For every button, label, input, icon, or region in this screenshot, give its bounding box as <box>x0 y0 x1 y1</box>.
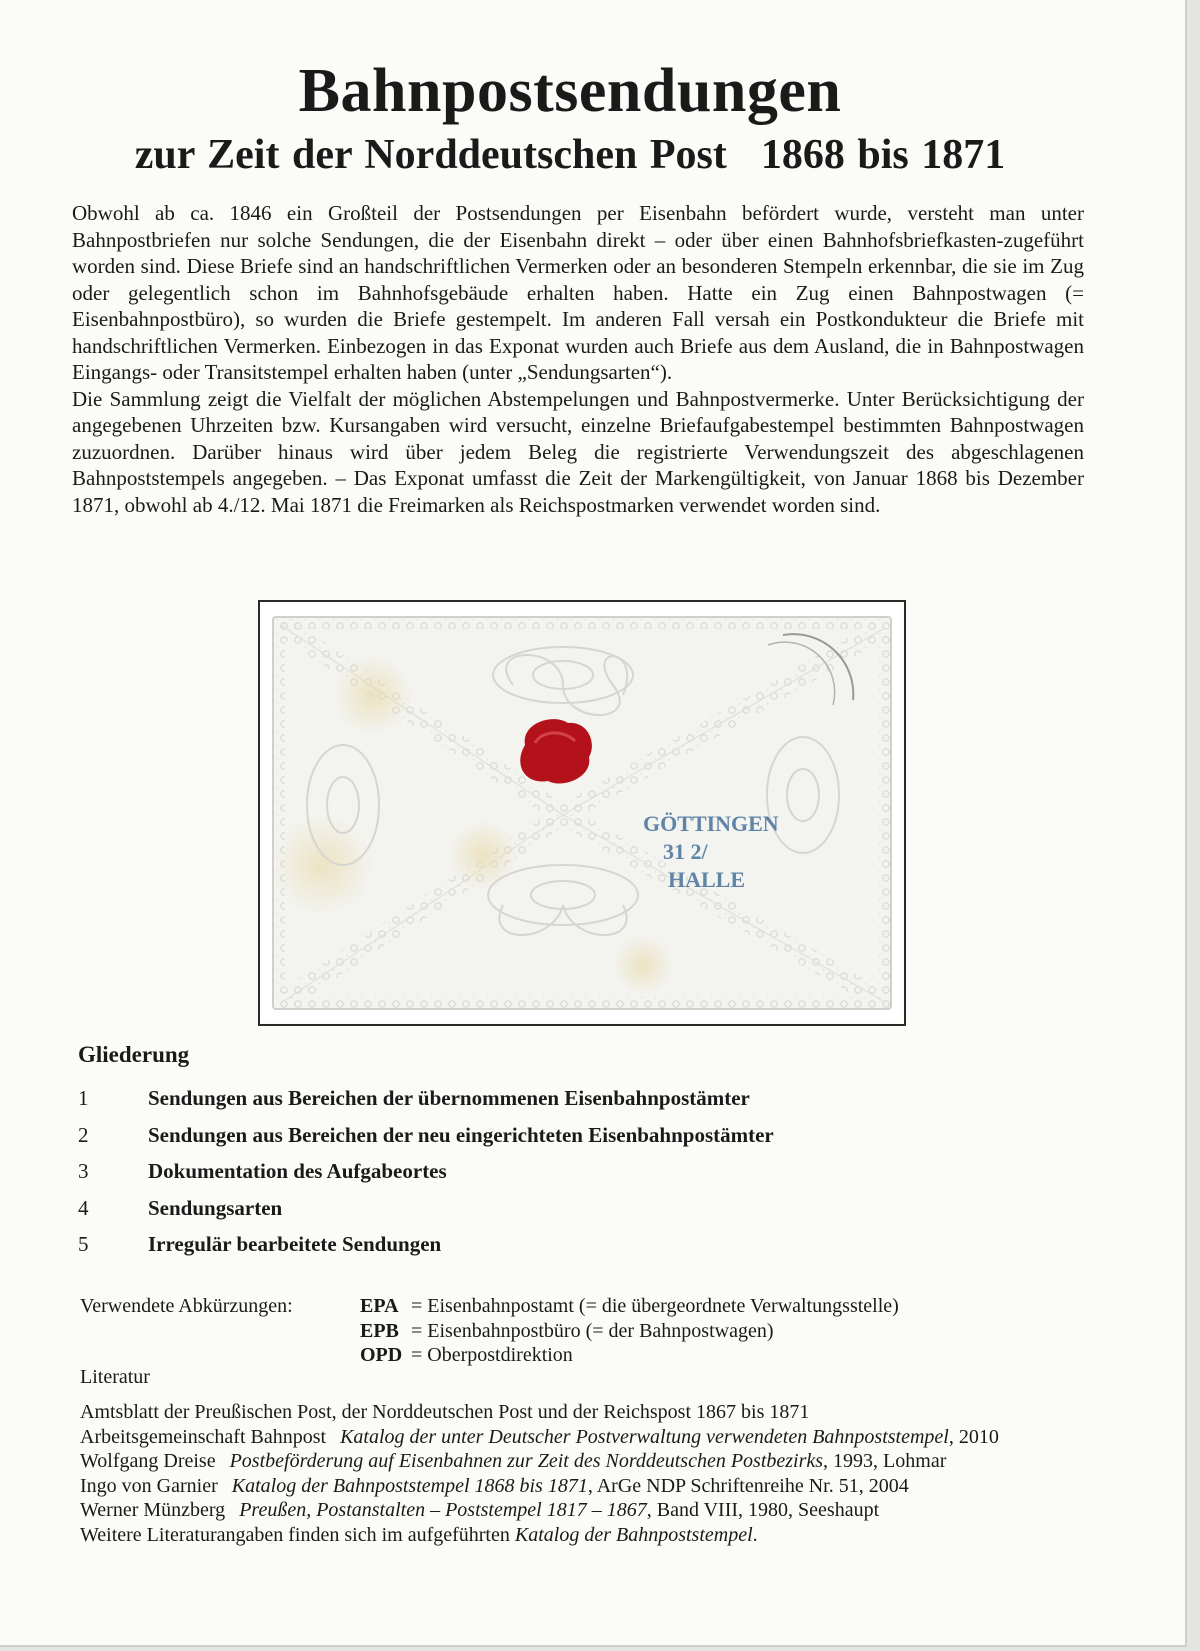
abbreviation-meaning: Eisenbahnpostamt (= die übergeordnete Verwaltungsstelle) <box>427 1295 899 1317</box>
literature-author: Wolfgang Dreise <box>80 1450 216 1473</box>
literature-title: Katalog der Bahnpoststempel 1868 bis 1871 <box>231 1474 588 1497</box>
literature-closing <box>80 1523 999 1548</box>
abbreviation-row <box>360 1319 899 1344</box>
literature-item <box>80 1474 999 1499</box>
literature-item <box>80 1425 999 1450</box>
literature-author: Werner Münzberg <box>80 1499 226 1522</box>
toc-item-number: 1 <box>78 1086 89 1110</box>
toc-item-label: Sendungsarten <box>148 1195 283 1220</box>
intro-text <box>72 200 1084 518</box>
toc-item-label: Sendungen aus Bereichen der neu eingerichteten Eisenbahnpostämter <box>148 1122 774 1147</box>
subtitle-years: 1868 bis 1871 <box>760 132 1006 178</box>
abbreviation-code: EPA <box>360 1295 399 1317</box>
toc-heading: Gliederung <box>78 1042 190 1067</box>
stamp-line-2: 31 2/ <box>663 839 708 864</box>
literature-title: Katalog der unter Deutscher Postverwaltung verwendeten Bahnpoststempel <box>340 1425 949 1448</box>
intro-paragraph-1: Obwohl ab ca. 1846 ein Großteil der Postsendungen per Eisenbahn befördert wurde, versteht man unter Bahnpostbriefen nur solche Sendungen, die der Eisenbahn direkt – oder über einen Bahnhofsbriefkasten-zugeführt worden sind. Diese Briefe sind an handschriftlichen Vermerken oder an besonderen Stempeln erkennbar, die sie im Zug oder gelegentlich schon im Bahnhofsgebäude erhalten haben. Hatte ein Zug einen Bahnpostwagen (= Eisenbahnpostbüro), so wurden die Briefe gestempelt. Im anderen Fall versah ein Postkondukteur die Briefe mit handschriftlichen Vermerken. Einbezogen in das Exponat wurden auch Briefe aus dem Ausland, die in Bahnpostwagen Eingangs- oder Transitstempel erhalten haben (unter „Sendungsarten“). <box>72 201 1084 384</box>
toc-item <box>78 1196 774 1233</box>
abbreviation-row <box>360 1343 899 1368</box>
literature-heading: Literatur <box>80 1366 150 1388</box>
abbreviation-code: OPD <box>360 1344 403 1366</box>
toc-item-label: Dokumentation des Aufgabeortes <box>148 1159 447 1183</box>
literature-title: Preußen, Postanstalten – Poststempel 1817 – 1867 <box>239 1499 647 1522</box>
literature-rest: , 2010 <box>948 1425 999 1448</box>
abbreviation-sep: = <box>411 1344 423 1366</box>
toc-list <box>78 1086 774 1269</box>
literature-title: Postbeförderung auf Eisenbahnen zur Zeit des Norddeutschen Postbezirks <box>229 1450 824 1473</box>
literature-item <box>80 1498 999 1523</box>
envelope-photo <box>258 600 906 1026</box>
closing-prefix: Weitere Literaturangaben finden sich im aufgeführten <box>80 1523 510 1546</box>
literature-rest: , Band VIII, 1980, Seeshaupt <box>646 1499 880 1522</box>
abbreviation-meaning: Oberpostdirektion <box>427 1344 573 1366</box>
toc-item-label: Sendungen aus Bereichen der übernommenen Eisenbahnpostämter <box>148 1086 750 1110</box>
literature-item <box>80 1449 999 1474</box>
stamp-line-3: HALLE <box>668 867 746 892</box>
abbreviations-list <box>360 1294 899 1368</box>
page-subtitle <box>0 131 1140 179</box>
abbreviation-sep: = <box>411 1319 423 1342</box>
toc-item-number: 2 <box>78 1122 89 1147</box>
abbreviation-row <box>360 1294 899 1319</box>
closing-title: Katalog der Bahnpoststempel <box>514 1523 753 1546</box>
stamp-line-1: GÖTTINGEN <box>643 811 779 836</box>
literature-author: Amtsblatt der Preußischen Post, der Norddeutschen Post und der Reichspost 1867 bis 1871 <box>80 1401 810 1423</box>
intro-paragraph-2: Die Sammlung zeigt die Vielfalt der möglichen Abstempelungen und Bahnpostvermerke. Unter Berücksichtigung der angegebenen Uhrzeiten bzw. Kursangaben wird versucht, einzelne Briefaufgabestempel bestimmten Bahnpostwagen zuzuordnen. Darüber hinaus wird über jedem Beleg die registrierte Verwendungszeit des abgeschlagenen Bahnpoststempels angegeben. – Das Exponat umfasst die Zeit der Markengültigkeit, von Januar 1868 bis Dezember 1871, obwohl ab 4./12. Mai 1871 die Freimarken als Reichspostmarken verwendet worden sind. <box>72 386 1084 517</box>
toc-item-label: Irregulär bearbeitete Sendungen <box>148 1232 442 1256</box>
literature-author: Ingo von Garnier <box>80 1474 218 1497</box>
literature-author: Arbeitsgemeinschaft Bahnpost <box>80 1425 327 1448</box>
wax-seal <box>520 719 592 783</box>
envelope-illustration <box>263 605 901 1021</box>
toc-item <box>78 1086 774 1123</box>
toc-item-number: 5 <box>78 1232 89 1256</box>
toc-item <box>78 1159 774 1196</box>
abbreviation-meaning: Eisenbahnpostbüro (= der Bahnpostwagen) <box>427 1319 774 1342</box>
page-title: Bahnpostsendungen <box>298 57 842 125</box>
closing-suffix: . <box>752 1523 758 1546</box>
subtitle-text: zur Zeit der Norddeutschen Post <box>134 132 727 178</box>
toc-item-number: 4 <box>78 1195 89 1220</box>
literature-item <box>80 1400 999 1425</box>
toc-item <box>78 1232 774 1269</box>
abbreviation-sep: = <box>411 1295 423 1317</box>
literature-rest: , 1993, Lohmar <box>823 1450 947 1473</box>
abbreviations-lead: Verwendete Abkürzungen: <box>80 1295 293 1317</box>
toc-item <box>78 1123 774 1160</box>
toc-item-number: 3 <box>78 1159 89 1183</box>
literature-list <box>80 1400 999 1548</box>
literature-rest: , ArGe NDP Schriftenreihe Nr. 51, 2004 <box>587 1474 909 1497</box>
abbreviation-code: EPB <box>360 1319 399 1342</box>
